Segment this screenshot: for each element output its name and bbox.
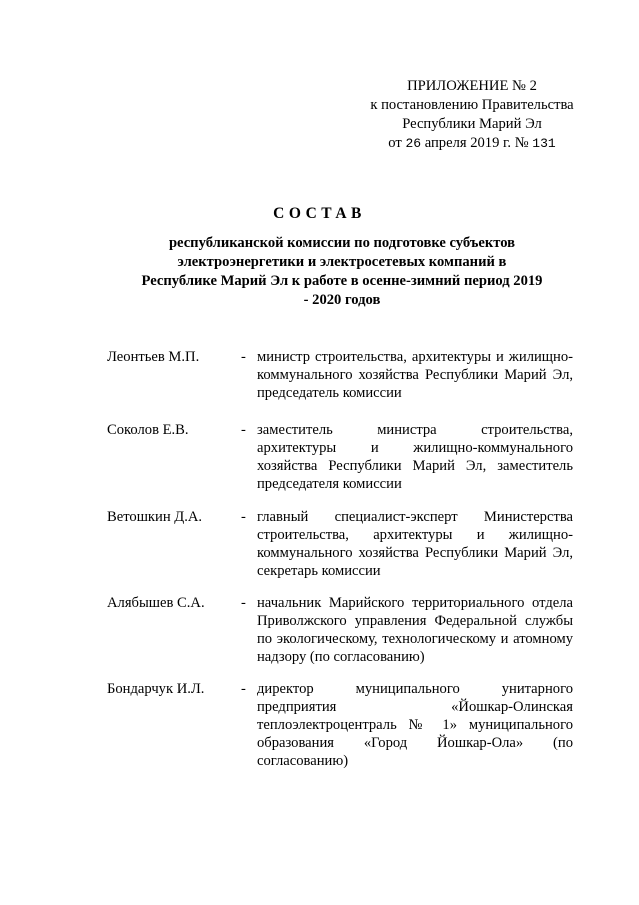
member-name: Ветошкин Д.А. [107,509,203,525]
document-subtitle: республиканской комиссии по подготовке субъектов электроэнергетики и электросетевых компаний в Республике Марий Эл к работе в осенне-зимний период 2019 - 2020 годов [141,235,543,308]
date-prefix: от [388,135,402,151]
member-name: Бондарчук И.Л. [107,681,205,697]
appendix-resolution-line: к постановлению Правительства [370,97,574,113]
member-role: заместитель министра строительства, архитектуры и жилищно-коммунального хозяйства Республики Марий Эл, заместитель председателя комиссии [257,422,573,492]
appendix-header [352,77,592,153]
appendix-republic-line: Республики Марий Эл [402,116,542,132]
member-dash: - [241,349,246,365]
resolution-number: 131 [532,136,556,151]
member-dash: - [241,595,246,611]
member-name: Соколов Е.В. [107,422,189,438]
appendix-heading: ПРИЛОЖЕНИЕ № 2 [407,78,537,94]
member-role: директор муниципального унитарного предприятия «Йошкар-Олинская теплоэлектроцентраль № 1» муниципального образования «Город Йошкар-Ола» (по согласованию) [257,681,573,769]
document-title: СОСТАВ [273,205,366,222]
member-name: Леонтьев М.П. [107,349,200,365]
member-dash: - [241,509,246,525]
date-rest: апреля 2019 г. № [424,135,529,151]
member-name: Алябышев С.А. [107,595,205,611]
member-dash: - [241,681,246,697]
member-role: главный специалист-эксперт Министерства строительства, архитектуры и жилищно-коммунального хозяйства Республики Марий Эл, секретарь комиссии [257,509,573,579]
appendix-date-line [352,134,592,153]
member-dash: - [241,422,246,438]
member-role: начальник Марийского территориального отдела Приволжского управления Федеральной службы по экологическому, технологическому и атомному надзору (по согласованию) [257,595,573,665]
member-role: министр строительства, архитектуры и жилищно-коммунального хозяйства Республики Марий Эл, председатель комиссии [257,349,573,401]
date-day: 26 [405,136,422,151]
